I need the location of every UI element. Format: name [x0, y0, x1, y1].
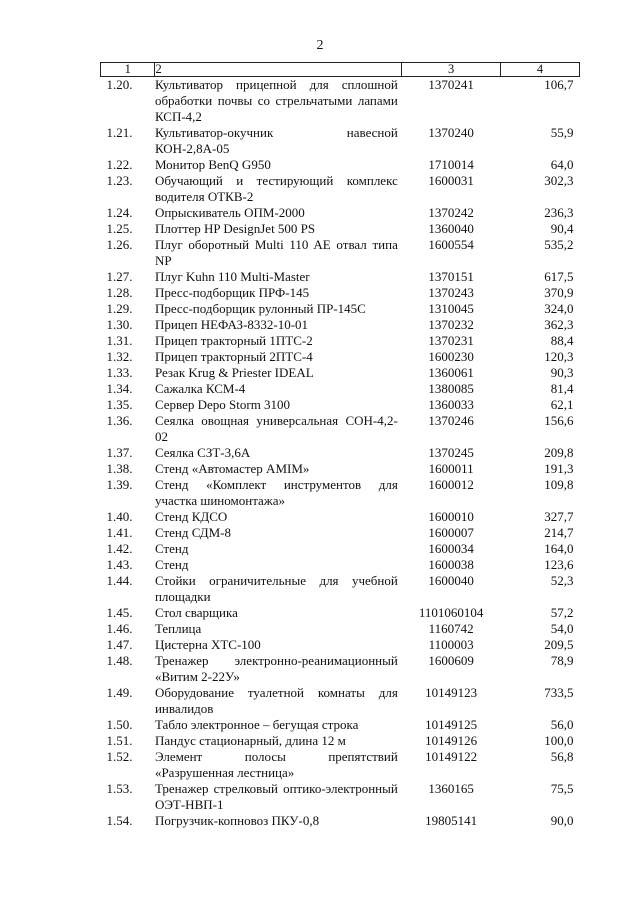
item-name: Культиватор прицепной для сплошной обработки почвы со стрельчатыми лапами КСП-4,2 [154, 77, 398, 124]
row-number: 1.54. [106, 813, 133, 828]
item-value: 57,2 [550, 605, 574, 620]
table-row [101, 509, 580, 525]
inventory-code: 1370151 [428, 269, 474, 284]
item-value: 302,3 [544, 173, 574, 188]
header-col-3: 3 [402, 63, 501, 77]
inventory-code: 1600038 [428, 557, 474, 572]
row-number: 1.38. [106, 461, 133, 476]
table-row [101, 317, 580, 333]
table-row [101, 413, 580, 445]
row-number: 1.29. [106, 301, 133, 316]
item-value: 209,8 [544, 445, 574, 460]
header-col-2: 2 [155, 63, 402, 77]
item-value: 90,4 [550, 221, 574, 236]
item-name: Сеялка овощная универсальная СОН-4,2-02 [154, 413, 398, 444]
item-value: 236,3 [544, 205, 574, 220]
inventory-code: 1600011 [428, 461, 474, 476]
item-name: Стенд «Комплект инструментов для участка шиномонтажа» [154, 477, 398, 508]
item-name: Стойки ограничительные для учебной площадки [154, 573, 398, 604]
item-name: Плуг Kuhn 110 Multi-Master [154, 269, 310, 284]
inventory-code: 1100003 [428, 637, 474, 652]
inventory-code: 10149123 [425, 685, 478, 700]
item-value: 362,3 [544, 317, 574, 332]
item-value: 120,3 [544, 349, 574, 364]
row-number: 1.31. [106, 333, 133, 348]
table-row [101, 445, 580, 461]
item-name: Табло электронное – бегущая строка [154, 717, 359, 732]
table-row [101, 285, 580, 301]
inventory-code: 1360061 [428, 365, 474, 380]
table-row [101, 349, 580, 365]
table-row [101, 685, 580, 717]
item-name: Культиватор-окучник навесной КОН-2,8А-05 [154, 125, 398, 156]
inventory-code: 1370246 [428, 413, 474, 428]
row-number: 1.28. [106, 285, 133, 300]
inventory-code: 1310045 [428, 301, 474, 316]
item-name: Прицеп тракторный 2ПТС-4 [154, 349, 313, 364]
inventory-code: 1600031 [428, 173, 474, 188]
item-name: Обучающий и тестирующий комплекс водителя ОТКВ-2 [154, 173, 398, 204]
row-number: 1.41. [106, 525, 133, 540]
item-name: Стол сварщика [154, 605, 238, 620]
row-number: 1.40. [106, 509, 133, 524]
table-row [101, 125, 580, 157]
inventory-code: 1600609 [428, 653, 474, 668]
item-name: Погрузчик-копновоз ПКУ-0,8 [154, 813, 320, 828]
item-value: 106,7 [544, 77, 574, 92]
header-col-4: 4 [500, 63, 579, 77]
item-name: Пандус стационарный, длина 12 м [154, 733, 346, 748]
item-name: Резак Krug & Priester IDEAL [154, 365, 314, 380]
row-number: 1.53. [106, 781, 133, 796]
item-name: Тренажер электронно-реанимационный «Витим 2-22У» [154, 653, 398, 684]
inventory-code: 1160742 [428, 621, 474, 636]
table-row [101, 749, 580, 781]
item-name: Сажалка КСМ-4 [154, 381, 246, 396]
row-number: 1.39. [106, 477, 133, 492]
item-value: 100,0 [544, 733, 574, 748]
item-name: Пресс-подборщик рулонный ПР-145С [154, 301, 366, 316]
item-name: Прицеп тракторный 1ПТС-2 [154, 333, 313, 348]
item-value: 75,5 [550, 781, 574, 796]
item-value: 62,1 [550, 397, 574, 412]
item-name: Теплица [154, 621, 202, 636]
item-value: 64,0 [550, 157, 574, 172]
table-row [101, 397, 580, 413]
row-number: 1.45. [106, 605, 133, 620]
item-value: 123,6 [544, 557, 574, 572]
table-row [101, 637, 580, 653]
inventory-code: 1600010 [428, 509, 474, 524]
item-name: Монитор BenQ G950 [154, 157, 271, 172]
inventory-code: 1600034 [428, 541, 474, 556]
item-name: Стенд «Автомастер AMIM» [154, 461, 310, 476]
row-number: 1.33. [106, 365, 133, 380]
item-name: Пресс-подборщик ПРФ-145 [154, 285, 310, 300]
item-value: 327,7 [544, 509, 574, 524]
item-value: 214,7 [544, 525, 574, 540]
item-name: Плуг оборотный Multi 110 AE отвал типа NP [154, 237, 398, 268]
inventory-code: 1710014 [428, 157, 474, 172]
row-number: 1.47. [106, 637, 133, 652]
item-value: 733,5 [544, 685, 574, 700]
item-value: 54,0 [550, 621, 574, 636]
inventory-code: 1370245 [428, 445, 474, 460]
item-value: 52,3 [550, 573, 574, 588]
equipment-table [100, 62, 580, 829]
item-name: Прицеп НЕФАЗ-8332-10-01 [154, 317, 309, 332]
table-row [101, 717, 580, 733]
inventory-code: 1600012 [428, 477, 474, 492]
item-value: 88,4 [550, 333, 574, 348]
row-number: 1.20. [106, 77, 133, 92]
row-number: 1.42. [106, 541, 133, 556]
table-row [101, 157, 580, 173]
row-number: 1.21. [106, 125, 133, 140]
row-number: 1.52. [106, 749, 133, 764]
inventory-code: 1370242 [428, 205, 474, 220]
page-number: 2 [316, 38, 324, 53]
table-row [101, 333, 580, 349]
table-row [101, 301, 580, 317]
item-value: 617,5 [544, 269, 574, 284]
row-number: 1.22. [106, 157, 133, 172]
row-number: 1.24. [106, 205, 133, 220]
item-value: 535,2 [544, 237, 574, 252]
inventory-code: 1600040 [428, 573, 474, 588]
item-value: 90,3 [550, 365, 574, 380]
table-row [101, 621, 580, 637]
item-name: Элемент полосы препятствий «Разрушенная лестница» [154, 749, 398, 780]
item-value: 81,4 [550, 381, 574, 396]
row-number: 1.32. [106, 349, 133, 364]
table-row [101, 77, 580, 126]
item-value: 56,8 [550, 749, 574, 764]
row-number: 1.46. [106, 621, 133, 636]
item-name: Тренажер стрелковый оптико-электронный ОЭТ-НВП-1 [154, 781, 398, 812]
inventory-code: 1600554 [428, 237, 474, 252]
inventory-code: 1600007 [428, 525, 474, 540]
item-name: Оборудование туалетной комнаты для инвалидов [154, 685, 398, 716]
table-row [101, 477, 580, 509]
table-row [101, 205, 580, 221]
inventory-code: 1360033 [428, 397, 474, 412]
item-name: Стенд СДМ-8 [154, 525, 231, 540]
table-row [101, 541, 580, 557]
header-col-1: 1 [101, 63, 155, 77]
item-value: 109,8 [544, 477, 574, 492]
table-row [101, 221, 580, 237]
table-header-row [101, 63, 580, 77]
row-number: 1.30. [106, 317, 133, 332]
table-row [101, 173, 580, 205]
inventory-code: 1370240 [428, 125, 474, 140]
row-number: 1.23. [106, 173, 133, 188]
inventory-code: 10149126 [425, 733, 478, 748]
table-row [101, 813, 580, 829]
item-value: 324,0 [544, 301, 574, 316]
row-number: 1.36. [106, 413, 133, 428]
item-value: 370,9 [544, 285, 574, 300]
inventory-code: 1370231 [428, 333, 474, 348]
item-name: Сервер Depo Storm 3100 [154, 397, 291, 412]
item-name: Плоттер HP DesignJet 500 PS [154, 221, 316, 236]
inventory-code: 10149122 [425, 749, 478, 764]
table-row [101, 381, 580, 397]
table-row [101, 557, 580, 573]
item-value: 164,0 [544, 541, 574, 556]
table-row [101, 653, 580, 685]
table-row [101, 781, 580, 813]
row-number: 1.50. [106, 717, 133, 732]
table-row [101, 461, 580, 477]
row-number: 1.27. [106, 269, 133, 284]
table-row [101, 605, 580, 621]
item-name: Цистерна ХТС-100 [154, 637, 261, 652]
row-number: 1.43. [106, 557, 133, 572]
item-value: 156,6 [544, 413, 574, 428]
item-name: Стенд [154, 541, 189, 556]
inventory-code: 1360040 [428, 221, 474, 236]
table-row [101, 269, 580, 285]
item-name: Стенд [154, 557, 189, 572]
item-name: Стенд КДСО [154, 509, 228, 524]
table-row [101, 237, 580, 269]
inventory-code: 1360165 [428, 781, 474, 796]
row-number: 1.49. [106, 685, 133, 700]
inventory-code: 1380085 [428, 381, 474, 396]
row-number: 1.34. [106, 381, 133, 396]
table-row [101, 733, 580, 749]
row-number: 1.37. [106, 445, 133, 460]
inventory-code: 1370241 [428, 77, 474, 92]
item-name: Сеялка СЗТ-3,6А [154, 445, 251, 460]
inventory-code: 1101060104 [418, 605, 484, 620]
row-number: 1.44. [106, 573, 133, 588]
item-value: 191,3 [544, 461, 574, 476]
item-value: 56,0 [550, 717, 574, 732]
item-value: 55,9 [550, 125, 574, 140]
inventory-code: 1370243 [428, 285, 474, 300]
table-body [101, 77, 580, 830]
table-row [101, 573, 580, 605]
row-number: 1.26. [106, 237, 133, 252]
table-row [101, 365, 580, 381]
item-value: 78,9 [550, 653, 574, 668]
item-value: 209,5 [544, 637, 574, 652]
item-value: 90,0 [550, 813, 574, 828]
inventory-code: 10149125 [425, 717, 478, 732]
table-row [101, 525, 580, 541]
row-number: 1.25. [106, 221, 133, 236]
item-name: Опрыскиватель ОПМ-2000 [154, 205, 305, 220]
inventory-code: 1370232 [428, 317, 474, 332]
row-number: 1.51. [106, 733, 133, 748]
row-number: 1.35. [106, 397, 133, 412]
row-number: 1.48. [106, 653, 133, 668]
inventory-code: 19805141 [425, 813, 478, 828]
inventory-code: 1600230 [428, 349, 474, 364]
